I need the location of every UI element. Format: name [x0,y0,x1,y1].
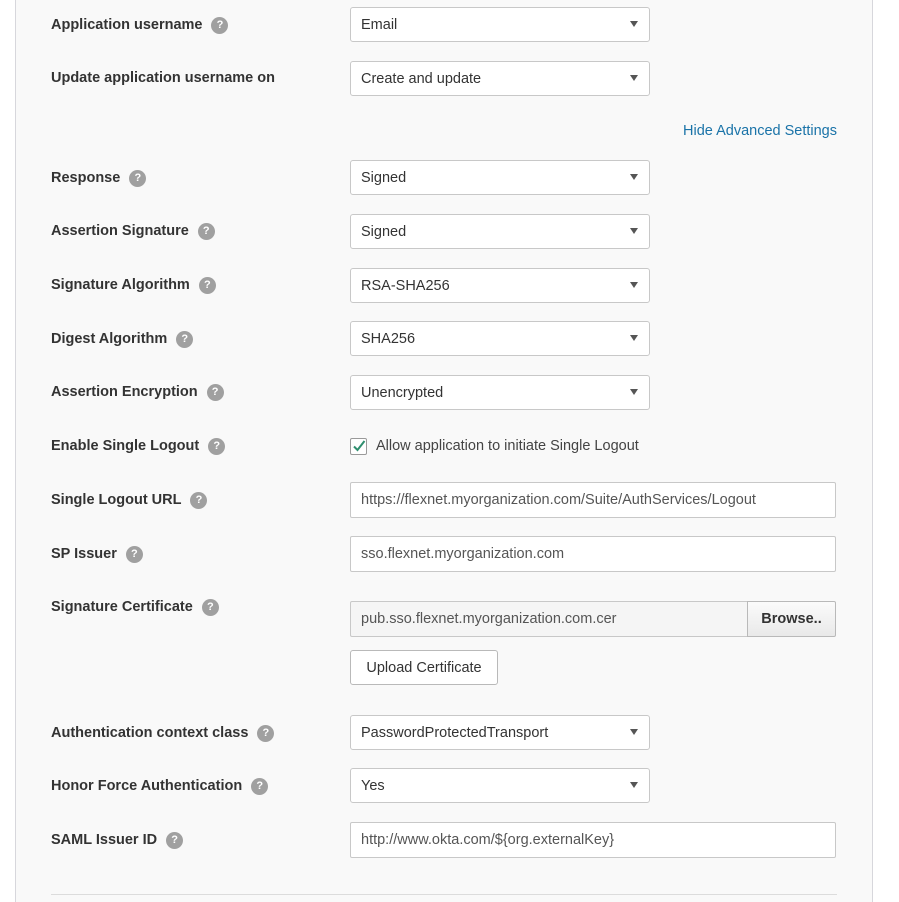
auth-context-class-label: Authentication context class ? [51,722,274,744]
saml-issuer-id-input[interactable] [350,822,836,858]
section-divider [51,894,837,895]
single-logout-option [350,435,639,457]
help-icon[interactable]: ? [211,17,228,34]
upload-certificate-button[interactable]: Upload Certificate [350,650,498,685]
dropdown-caret-icon [630,174,638,180]
app-username-label: Application username ? [51,14,228,36]
browse-button[interactable]: Browse.. [747,601,836,637]
help-icon[interactable]: ? [166,832,183,849]
help-icon[interactable]: ? [126,546,143,563]
single-logout-url-label: Single Logout URL ? [51,489,207,511]
help-icon[interactable]: ? [207,384,224,401]
single-logout-url-input[interactable] [350,482,836,518]
single-logout-checkbox[interactable] [350,438,367,455]
single-logout-checkbox-label[interactable]: Allow application to initiate Single Logout [376,438,639,454]
hide-advanced-settings-link[interactable]: Hide Advanced Settings [683,123,837,139]
enable-single-logout-label: Enable Single Logout ? [51,435,225,457]
signature-certificate-label: Signature Certificate ? [51,596,219,618]
help-icon[interactable]: ? [208,438,225,455]
dropdown-caret-icon [630,782,638,788]
signature-algorithm-select[interactable]: RSA-SHA256 [350,268,650,303]
response-label: Response ? [51,167,146,189]
signature-algorithm-label: Signature Algorithm ? [51,274,216,296]
help-icon[interactable]: ? [198,223,215,240]
saml-issuer-id-label: SAML Issuer ID ? [51,829,183,851]
assertion-signature-label: Assertion Signature ? [51,220,215,242]
assertion-encryption-label: Assertion Encryption ? [51,381,224,403]
assertion-encryption-select[interactable]: Unencrypted [350,375,650,410]
app-username-select[interactable]: Email [350,7,650,42]
checkmark-icon [352,439,366,453]
honor-force-auth-select[interactable]: Yes [350,768,650,803]
digest-algorithm-label: Digest Algorithm ? [51,328,193,350]
sp-issuer-input[interactable] [350,536,836,572]
update-username-on-select[interactable]: Create and update [350,61,650,96]
honor-force-auth-label: Honor Force Authentication ? [51,775,268,797]
dropdown-caret-icon [630,335,638,341]
help-icon[interactable]: ? [251,778,268,795]
help-icon[interactable]: ? [190,492,207,509]
assertion-signature-select[interactable]: Signed [350,214,650,249]
dropdown-caret-icon [630,729,638,735]
dropdown-caret-icon [630,389,638,395]
help-icon[interactable]: ? [199,277,216,294]
sp-issuer-label: SP Issuer ? [51,543,143,565]
auth-context-class-select[interactable]: PasswordProtectedTransport [350,715,650,750]
dropdown-caret-icon [630,228,638,234]
help-icon[interactable]: ? [257,725,274,742]
digest-algorithm-select[interactable]: SHA256 [350,321,650,356]
certificate-file-field[interactable]: pub.sso.flexnet.myorganization.com.cer [350,601,748,637]
dropdown-caret-icon [630,75,638,81]
response-select[interactable]: Signed [350,160,650,195]
help-icon[interactable]: ? [202,599,219,616]
update-username-on-label: Update application username on [51,70,275,86]
dropdown-caret-icon [630,282,638,288]
help-icon[interactable]: ? [176,331,193,348]
dropdown-caret-icon [630,21,638,27]
help-icon[interactable]: ? [129,170,146,187]
